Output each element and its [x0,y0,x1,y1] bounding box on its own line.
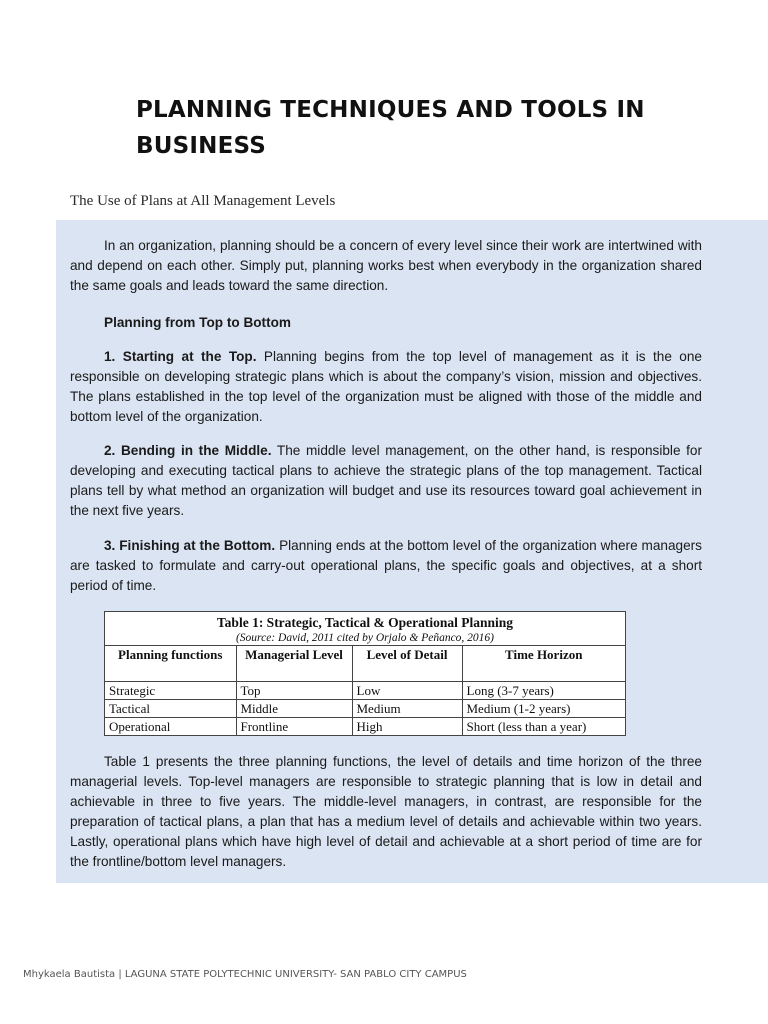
item-lead: 1. Starting at the Top. [104,349,257,364]
table-cell: Top [236,682,352,700]
item-finishing-at-bottom [70,536,702,596]
item-bending-in-middle [70,441,702,521]
item-text: The middle level management, on the other hand, is responsible for developing and executing tactical plans to achieve the strategic plans of the top management. Tactical plans tell by what method an organization will budget and use its resources toward goal achievement in the next five years. [70,443,702,518]
table-cell: Medium (1-2 years) [462,700,625,718]
item-starting-at-top [70,347,702,427]
item-text: Planning begins from the top level of management as it is the one responsible on developing strategic plans which is about the company’s vision, mission and objectives. The plans established in the top level of the organization must be aligned with those of the middle and bottom level of the organization. [70,349,702,424]
item-lead: 3. Finishing at the Bottom. [104,538,276,553]
table-header-cell: Time Horizon [462,646,625,682]
table-cell: Long (3-7 years) [462,682,625,700]
table-cell: Strategic [105,682,236,700]
table-cell: Middle [236,700,352,718]
table-cell: Low [352,682,462,700]
table-row [105,682,625,700]
planning-table [104,611,626,736]
table-cell: Tactical [105,700,236,718]
table-cell: Frontline [236,718,352,736]
page-footer: Mhykaela Bautista | LAGUNA STATE POLYTECHNIC UNIVERSITY- SAN PABLO CITY CAMPUS [23,969,467,980]
conclusion-paragraph: Table 1 presents the three planning functions, the level of details and time horizon of the three managerial levels. Top-level managers are responsible to strategic planning that is low in detail and achievable in three to five years. The middle-level managers, in contrast, are responsible for the preparation of tactical plans, a plan that has a medium level of details and achievable within two years. Lastly, operational plans which have high level of detail and achievable at a short period of time are for the frontline/bottom level managers. [70,754,702,869]
table-header-row [105,646,625,682]
section-heading: Planning from Top to Bottom [104,315,292,330]
item-lead: 2. Bending in the Middle. [104,443,272,458]
table-cell: Short (less than a year) [462,718,625,736]
table-cell: Operational [105,718,236,736]
table-header-cell: Managerial Level [236,646,352,682]
table-row [105,718,625,736]
section-subtitle: The Use of Plans at All Management Levels [70,193,336,209]
table-caption: Table 1: Strategic, Tactical & Operational Planning [216,615,514,630]
table-grid [105,646,625,735]
table-cell: High [352,718,462,736]
table-header-cell: Level of Detail [352,646,462,682]
table-cell: Medium [352,700,462,718]
table-header-cell: Planning functions [105,646,236,682]
page-title: PLANNING TECHNIQUES AND TOOLS IN BUSINESS [136,97,645,159]
item-text: Planning ends at the bottom level of the organization where managers are tasked to formulate and carry-out operational plans, the specific goals and objectives, at a short period of time. [70,538,702,593]
intro-paragraph: In an organization, planning should be a concern of every level since their work are intertwined with and depend on each other. Simply put, planning works best when everybody in the organization shared the same goals and leads toward the same direction. [70,238,702,293]
table-source: (Source: David, 2011 cited by Orjalo & Peñanco, 2016) [105,632,625,646]
table-row [105,700,625,718]
